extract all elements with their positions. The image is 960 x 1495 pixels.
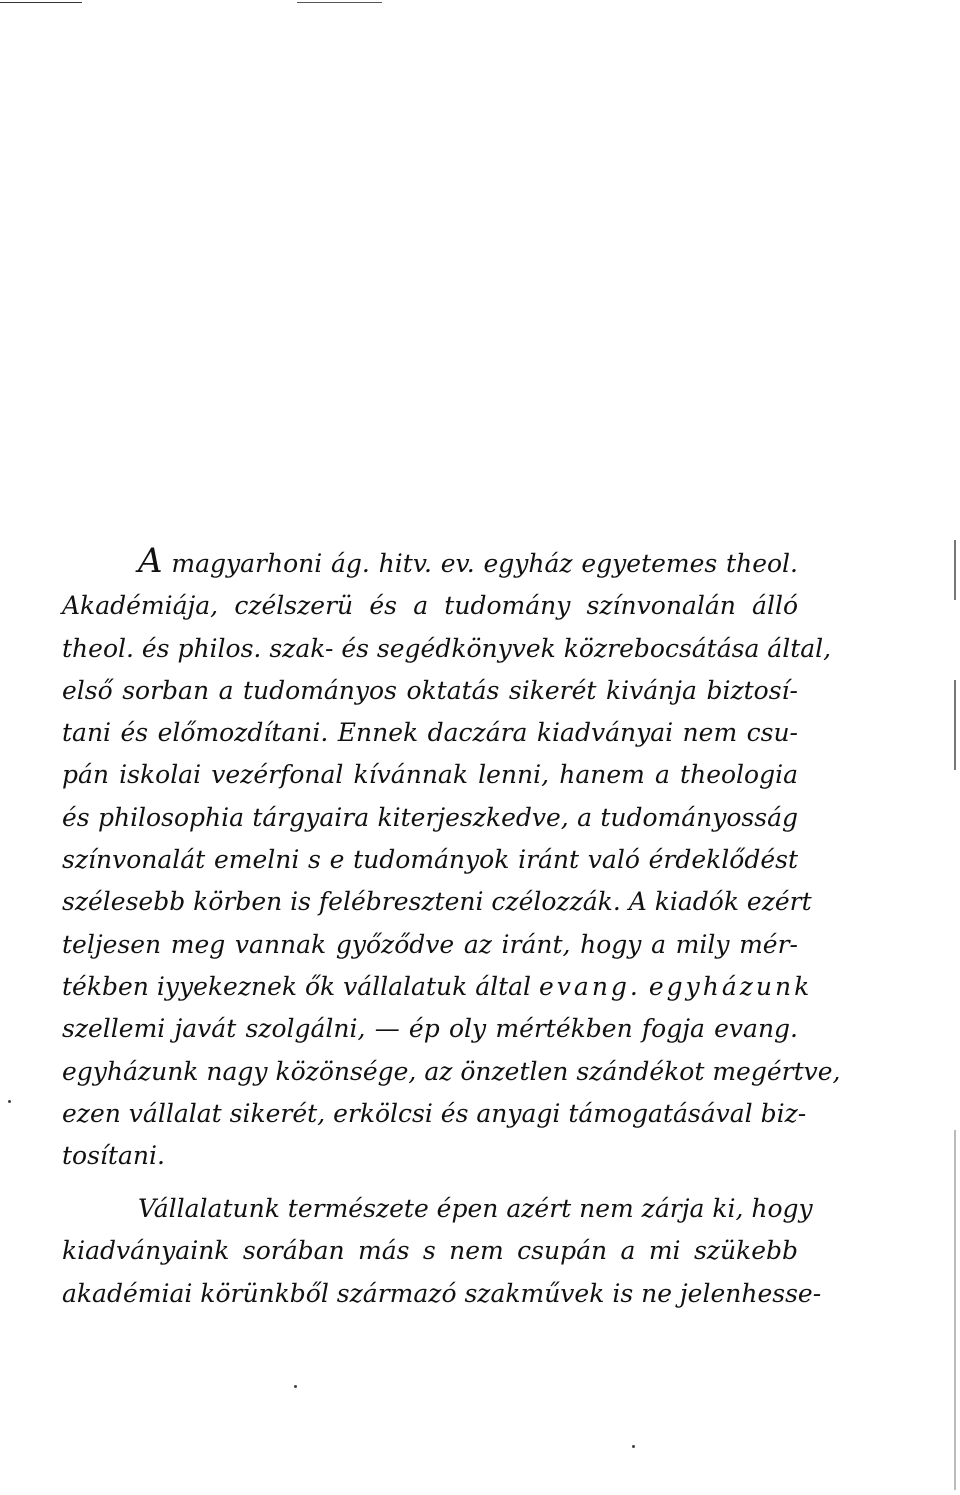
speck [632, 1445, 635, 1448]
text-line: teljesen meg vannak győződve az iránt, hogy a mily mér- [62, 929, 798, 959]
text-line: theol. és philos. szak- és segédkönyvek közrebocsátása által, [62, 633, 832, 663]
paragraph-1 [62, 540, 841, 1177]
text-line: tékben iyyekeznek ők vállalatuk által evang. egyházunk [62, 971, 813, 1001]
edge-mark [954, 540, 956, 600]
edge-mark [954, 680, 956, 770]
text-line: szellemi javát szolgálni, — ép oly mértékben fogja evang. [62, 1014, 798, 1044]
spaced-word: evang. [539, 971, 641, 1001]
text-line: akadémiai körünkből származó szakművek is ne jelenhesse- [62, 1278, 822, 1308]
text-line: tani és előmozdítani. Ennek daczára kiadványai nem csu- [62, 718, 798, 748]
text-line: pán iskolai vezérfonal kívánnak lenni, hanem a theologia [62, 760, 798, 790]
text-line: színvonalát emelni s e tudományok iránt való érdeklődést [62, 845, 798, 875]
text-line: kiadványaink sorában más s nem csupán a mi szükebb [62, 1236, 798, 1266]
top-rule-left [0, 2, 82, 3]
text-line: egyházunk nagy közönsége, az önzetlen szándékot megértve, [62, 1056, 841, 1086]
text-line: első sorban a tudományos oktatás sikerét kivánja biztosí- [62, 675, 798, 705]
speck [294, 1385, 297, 1388]
text-line: és philosophia tárgyaira kiterjeszkedve, a tudományosság [62, 802, 798, 832]
text-line: ezen vállalat sikerét, erkölcsi és anyagi támogatásával biz- [62, 1098, 807, 1128]
text-line: tosítani. [62, 1141, 165, 1171]
drop-initial: A [138, 541, 163, 581]
text-line: Akadémiája, czélszerü és a tudomány színvonalán álló [62, 591, 798, 621]
spaced-word: egyházunk [648, 971, 813, 1001]
edge-mark [954, 1130, 956, 1490]
paragraph-2 [62, 1188, 822, 1315]
speck [8, 1100, 11, 1103]
text-line: Vállalatunk természete épen azért nem zárja ki, hogy [138, 1194, 813, 1223]
text-line: A magyarhoni ág. hitv. ev. egyház egyetemes theol. [138, 541, 798, 581]
top-rule-middle [297, 2, 382, 3]
text-line: szélesebb körben is felébreszteni czélozzák. A kiadók ezért [62, 887, 812, 917]
